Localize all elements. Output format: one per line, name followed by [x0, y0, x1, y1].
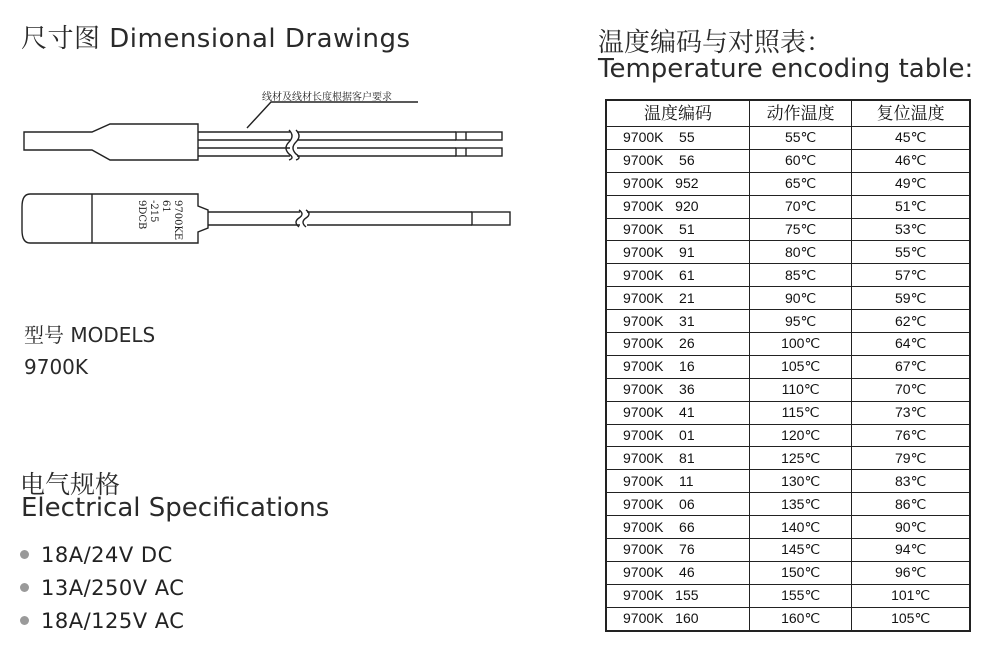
cell-code: 9700K 920: [606, 195, 749, 218]
table-row: [606, 401, 970, 424]
cell-reset-temp: 86℃: [852, 493, 970, 516]
cell-reset-temp: 90℃: [852, 516, 970, 539]
cell-action-temp: 85℃: [749, 264, 851, 287]
cell-action-temp: 155℃: [749, 584, 851, 607]
table-row: [606, 127, 970, 150]
cell-reset-temp: 73℃: [852, 401, 970, 424]
models-label: 型号 MODELS: [24, 323, 156, 347]
cell-code: 9700K 41: [606, 401, 749, 424]
cell-reset-temp: 55℃: [852, 241, 970, 264]
table-row: [606, 149, 970, 172]
marking-line-1: 9700KE: [172, 200, 183, 241]
marking-line-3: -215: [148, 200, 159, 223]
table-row: [606, 584, 970, 607]
cell-reset-temp: 105℃: [852, 607, 970, 630]
bullet-icon: [20, 550, 29, 559]
electrical-title-cn: 电气规格: [20, 470, 121, 499]
table-row: [606, 493, 970, 516]
table-row: [606, 241, 970, 264]
encoding-table: [605, 99, 971, 632]
cell-reset-temp: 46℃: [852, 149, 970, 172]
cell-reset-temp: 96℃: [852, 561, 970, 584]
cell-code: 9700K 91: [606, 241, 749, 264]
cell-action-temp: 55℃: [749, 127, 851, 150]
cell-reset-temp: 83℃: [852, 470, 970, 493]
models-value: 9700K: [24, 355, 89, 379]
cell-action-temp: 120℃: [749, 424, 851, 447]
encoding-title-en: Temperature encoding table:: [598, 54, 974, 84]
cell-action-temp: 100℃: [749, 333, 851, 356]
cell-code: 9700K 16: [606, 355, 749, 378]
cell-reset-temp: 79℃: [852, 447, 970, 470]
bullet-icon: [20, 583, 29, 592]
cell-action-temp: 75℃: [749, 218, 851, 241]
cell-action-temp: 105℃: [749, 355, 851, 378]
header-reset-temp: 复位温度: [852, 100, 970, 127]
spec-item: 13A/250V AC: [20, 576, 184, 600]
bullet-icon: [20, 616, 29, 625]
cell-action-temp: 115℃: [749, 401, 851, 424]
cell-action-temp: 145℃: [749, 539, 851, 562]
cell-action-temp: 160℃: [749, 607, 851, 630]
table-row: [606, 333, 970, 356]
cell-code: 9700K 76: [606, 539, 749, 562]
table-row: [606, 218, 970, 241]
cell-code: 9700K 36: [606, 378, 749, 401]
cell-code: 9700K 01: [606, 424, 749, 447]
cell-action-temp: 130℃: [749, 470, 851, 493]
cell-code: 9700K 952: [606, 172, 749, 195]
cell-action-temp: 135℃: [749, 493, 851, 516]
table-row: [606, 424, 970, 447]
cell-code: 9700K 56: [606, 149, 749, 172]
table-row: [606, 516, 970, 539]
spec-item: 18A/24V DC: [20, 543, 173, 567]
probe-top-view: [24, 124, 198, 160]
cell-code: 9700K 160: [606, 607, 749, 630]
header-code: 温度编码: [606, 100, 749, 127]
table-row: [606, 355, 970, 378]
cell-action-temp: 65℃: [749, 172, 851, 195]
cell-action-temp: 60℃: [749, 149, 851, 172]
table-row: [606, 378, 970, 401]
cell-code: 9700K 66: [606, 516, 749, 539]
table-row: [606, 310, 970, 333]
cell-action-temp: 125℃: [749, 447, 851, 470]
cell-action-temp: 110℃: [749, 378, 851, 401]
cell-code: 9700K 31: [606, 310, 749, 333]
table-row: [606, 447, 970, 470]
encoding-title-cn: 温度编码与对照表：: [598, 28, 833, 58]
table-header-row: [606, 100, 970, 127]
table-row: [606, 195, 970, 218]
cell-reset-temp: 59℃: [852, 287, 970, 310]
table-row: [606, 264, 970, 287]
dimensional-title: 尺寸图 Dimensional Drawings: [21, 24, 411, 54]
cell-action-temp: 140℃: [749, 516, 851, 539]
cell-reset-temp: 101℃: [852, 584, 970, 607]
cell-reset-temp: 64℃: [852, 333, 970, 356]
cell-action-temp: 70℃: [749, 195, 851, 218]
cell-action-temp: 150℃: [749, 561, 851, 584]
table-row: [606, 172, 970, 195]
marking-line-4: 9DCB: [136, 200, 147, 230]
cell-code: 9700K 61: [606, 264, 749, 287]
table-row: [606, 561, 970, 584]
cell-code: 9700K 11: [606, 470, 749, 493]
cell-action-temp: 90℃: [749, 287, 851, 310]
cell-reset-temp: 57℃: [852, 264, 970, 287]
electrical-title-en: Electrical Specifications: [21, 493, 330, 523]
table-row: [606, 470, 970, 493]
cell-code: 9700K 46: [606, 561, 749, 584]
cell-reset-temp: 49℃: [852, 172, 970, 195]
cell-code: 9700K 21: [606, 287, 749, 310]
table-row: [606, 607, 970, 630]
cell-reset-temp: 76℃: [852, 424, 970, 447]
cell-reset-temp: 94℃: [852, 539, 970, 562]
table-row: [606, 287, 970, 310]
spec-item: 18A/125V AC: [20, 609, 184, 633]
cell-code: 9700K 155: [606, 584, 749, 607]
cell-code: 9700K 06: [606, 493, 749, 516]
cell-reset-temp: 70℃: [852, 378, 970, 401]
dimensional-drawing: [0, 80, 560, 250]
table-row: [606, 539, 970, 562]
header-action-temp: 动作温度: [749, 100, 851, 127]
cell-action-temp: 95℃: [749, 310, 851, 333]
cell-reset-temp: 45℃: [852, 127, 970, 150]
cell-reset-temp: 62℃: [852, 310, 970, 333]
cell-code: 9700K 26: [606, 333, 749, 356]
cell-reset-temp: 53℃: [852, 218, 970, 241]
cell-code: 9700K 55: [606, 127, 749, 150]
cell-action-temp: 80℃: [749, 241, 851, 264]
cell-code: 9700K 81: [606, 447, 749, 470]
cell-reset-temp: 51℃: [852, 195, 970, 218]
marking-line-2: 61: [160, 200, 171, 213]
cell-reset-temp: 67℃: [852, 355, 970, 378]
cell-code: 9700K 51: [606, 218, 749, 241]
wire-note: 线材及线材长度根据客户要求: [262, 92, 392, 103]
